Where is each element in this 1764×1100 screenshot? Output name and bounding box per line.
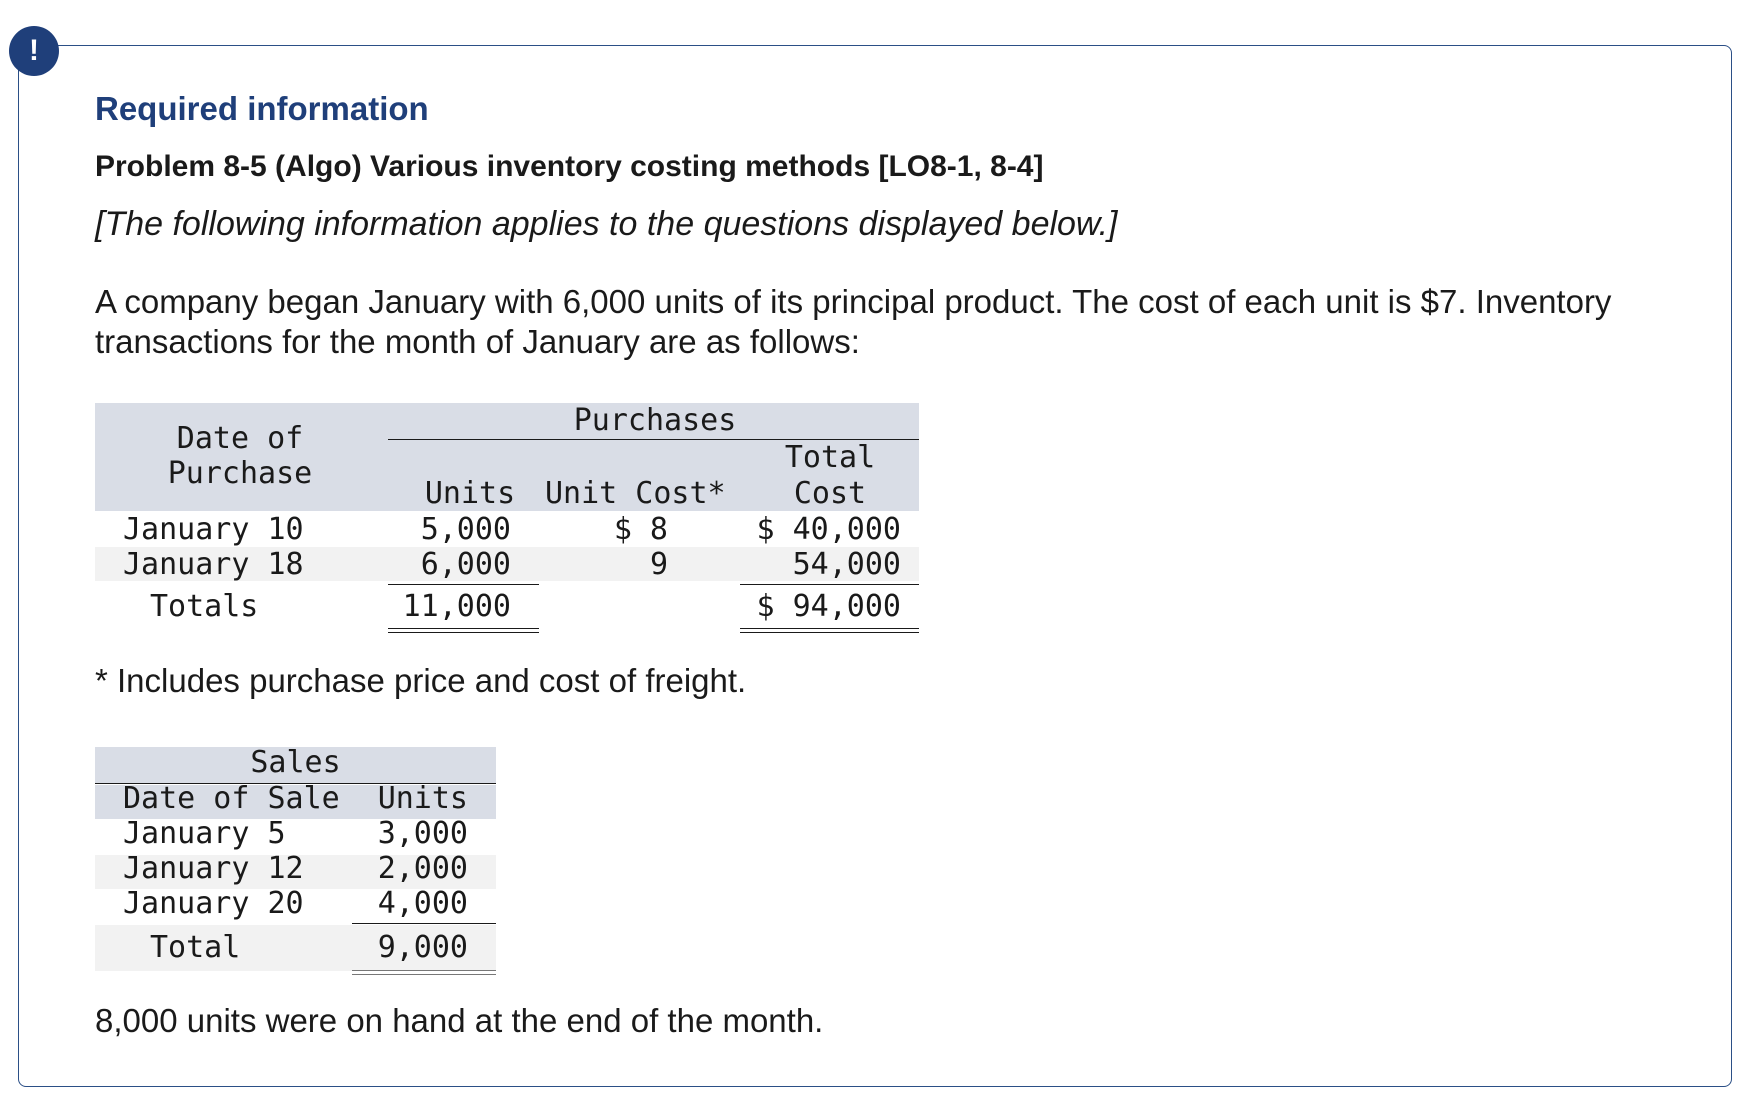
sale-row-2-units: 2,000: [377, 851, 468, 886]
ending-inventory-text: 8,000 units were on hand at the end of the month.: [95, 1002, 824, 1039]
purchases-totals-total-cost: $ 94,000: [756, 589, 901, 624]
purchase-row-2-units: 6,000: [420, 547, 511, 582]
sale-row-3-units: 4,000: [377, 886, 468, 921]
purchase-row-2-unit-cost: 9: [649, 547, 668, 582]
total-cost-double-line: [740, 628, 919, 633]
col-sales-units: Units: [377, 781, 468, 816]
sale-row-2-date: January 12: [123, 851, 304, 886]
purchase-row-1-unit-cost: $ 8: [613, 512, 668, 547]
purchases-totals-label: Totals: [150, 589, 259, 624]
purchase-row-1-date: January 10: [123, 512, 304, 547]
purchase-row-1-units: 5,000: [420, 512, 511, 547]
sale-row-1-date: January 5: [123, 816, 286, 851]
units-total-double-line: [388, 628, 539, 633]
total-cost-subtotal-line: [740, 584, 919, 585]
col-total-cost-line1: Total: [784, 440, 876, 475]
applies-note: [The following information applies to the questions displayed below.]: [95, 205, 1118, 243]
sales-subtotal-line: [352, 923, 496, 924]
sales-total-label: Total: [150, 930, 241, 965]
sale-row-1-units: 3,000: [377, 816, 468, 851]
purchase-row-2-date: January 18: [123, 547, 304, 582]
col-units: Units: [424, 476, 516, 511]
purchase-row-1-total-cost: $ 40,000: [756, 512, 901, 547]
required-information-title: Required information: [95, 90, 429, 127]
intro-text: A company began January with 6,000 units of its principal product. The cost of each unit is $7. Inventory transactions for the month of January are as follows:: [95, 283, 1612, 360]
problem-title: Problem 8-5 (Algo) Various inventory costing methods [LO8-1, 8-4]: [95, 150, 1044, 183]
footnote: * Includes purchase price and cost of freight.: [95, 662, 747, 699]
purchases-totals-units: 11,000: [402, 589, 511, 624]
sales-group-header: Sales: [250, 745, 341, 780]
purchase-row-2-total-cost: 54,000: [792, 547, 901, 582]
col-unit-cost: Unit Cost*: [545, 476, 726, 511]
exclamation-icon: !: [9, 26, 59, 76]
sales-total-units: 9,000: [377, 930, 468, 965]
sales-total-double-line: [352, 970, 496, 975]
sale-row-3-date: January 20: [123, 886, 304, 921]
purchases-group-header: Purchases: [573, 403, 737, 438]
col-date-of-purchase-line2: Purchase: [167, 456, 313, 491]
col-total-cost-line2: Cost: [793, 476, 867, 511]
col-date-of-sale: Date of Sale: [123, 781, 340, 816]
col-date-of-purchase-line1: Date of: [176, 421, 304, 456]
units-subtotal-line: [388, 584, 539, 585]
